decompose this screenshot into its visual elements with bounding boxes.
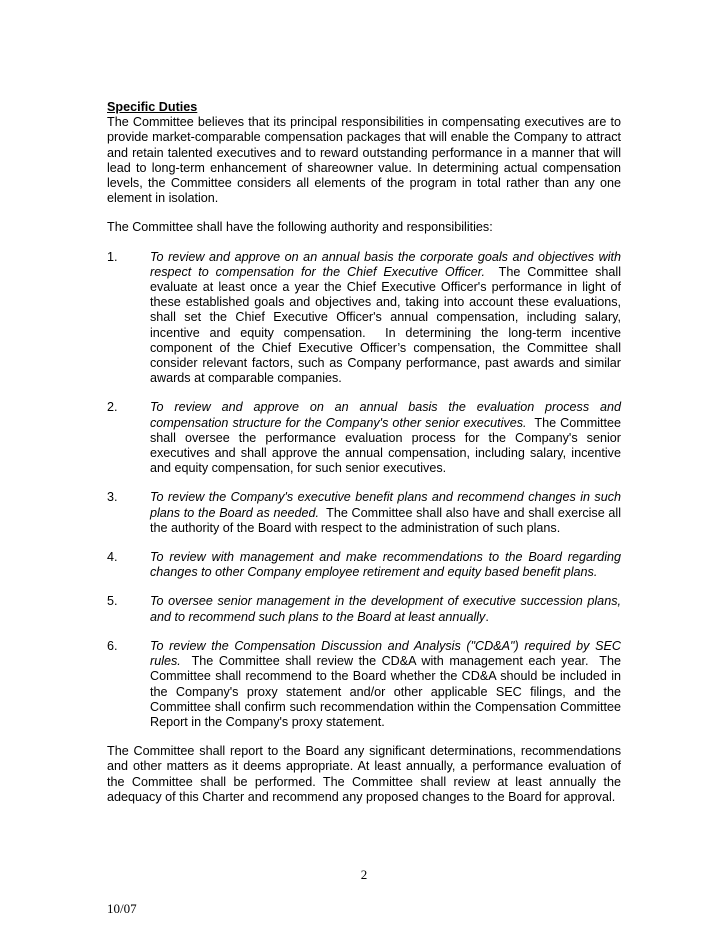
- spacer: [107, 236, 621, 250]
- item-italic-text: To review the Compensation Discussion and Analysis ("CD&A") required by SEC rules.: [150, 638, 621, 669]
- list-item: [107, 249, 625, 387]
- list-item: [107, 550, 621, 580]
- item-number: 3.: [107, 490, 118, 505]
- item-text: .: [485, 609, 489, 624]
- item-number: 2.: [107, 400, 118, 415]
- item-body: [150, 638, 625, 730]
- list-item: [107, 400, 625, 476]
- spacer: [107, 625, 621, 639]
- item-body: [150, 490, 625, 536]
- spacer: [107, 476, 621, 490]
- item-text: The Committee shall evaluate at least once a year the Chief Executive Officer's performance in light of these established goals and objectives and, taking into account these evaluations, shall set the Chief Executive Officer's annual compensation, including salary, incentive and equity compensation. In determining the long-term incentive component of the Chief Executive Officer’s compensation, the Committee shall consider relevant factors, such as Company performance, past awards and similar awards at comparable companies.: [150, 264, 625, 386]
- item-italic-text: To review with management and make recommendations to the Board regarding changes to other Company employee retirement and equity based benefit plans.: [150, 550, 621, 580]
- item-italic-text: To review the Company's executive benefit plans and recommend changes in such plans to the Board as needed.: [150, 490, 621, 520]
- item-text: The Committee shall oversee the performance evaluation process for the Company's senior executives and shall approve the annual compensation, including salary, incentive and equity compensation, for such senior executives.: [150, 415, 625, 476]
- list-item: [107, 638, 625, 730]
- item-text: The Committee shall also have and shall exercise all the authority of the Board with respect to the administration of such plans.: [150, 505, 625, 535]
- item-body: [150, 550, 621, 580]
- authority-intro: The Committee shall have the following authority and responsibilities:: [107, 220, 493, 235]
- item-body: [150, 594, 621, 624]
- document-body: [107, 100, 625, 805]
- item-number: 6.: [107, 638, 118, 653]
- item-body: [150, 249, 625, 387]
- item-number: 5.: [107, 594, 118, 609]
- item-italic-text: To oversee senior management in the development of executive succession plans, and to recommend such plans to the Board at least annually: [150, 594, 621, 624]
- page-number: 2: [360, 867, 368, 882]
- item-text: The Committee shall review the CD&A with management each year. The Committee shall recommend to the Board whether the CD&A should be included in the Company's proxy statement and/or other applicable SEC filings, and the Committee shall confirm such recommendation within the Compensation Committee Report in the Company's proxy statement.: [150, 654, 625, 729]
- spacer: [107, 730, 621, 744]
- list-item: [107, 594, 621, 624]
- spacer: [107, 206, 621, 220]
- list-item: [107, 490, 625, 536]
- spacer: [107, 386, 621, 400]
- spacer: [107, 536, 621, 550]
- section-heading: Specific Duties: [107, 100, 198, 114]
- spacer: [107, 580, 621, 594]
- item-number: 4.: [107, 550, 118, 565]
- item-italic-text: To review and approve on an annual basis the evaluation process and compensation structure for the Company's other senior executives.: [150, 400, 621, 430]
- item-italic-text: To review and approve on an annual basis the corporate goals and objectives with respect to compensation for the Chief Executive Officer.: [150, 249, 621, 279]
- intro-paragraph: The Committee believes that its principal responsibilities in compensating executives are to provide market-comparable compensation packages that will enable the Company to attract and retain talented executives and to reward outstanding performance in a manner that will lead to long-term enhancement of shareowner value. In determining actual compensation levels, the Committee considers all elements of the program in total rather than any one element in isolation.: [107, 115, 621, 206]
- closing-paragraph: The Committee shall report to the Board any significant determinations, recommendations and other matters as it deems appropriate. At least annually, a performance evaluation of the Committee shall be performed. The Committee shall review at least annually the adequacy of this Charter and recommend any proposed changes to the Board for approval.: [107, 744, 621, 804]
- footer-date: 10/07: [107, 901, 137, 916]
- item-body: [150, 400, 625, 476]
- item-number: 1.: [107, 249, 118, 264]
